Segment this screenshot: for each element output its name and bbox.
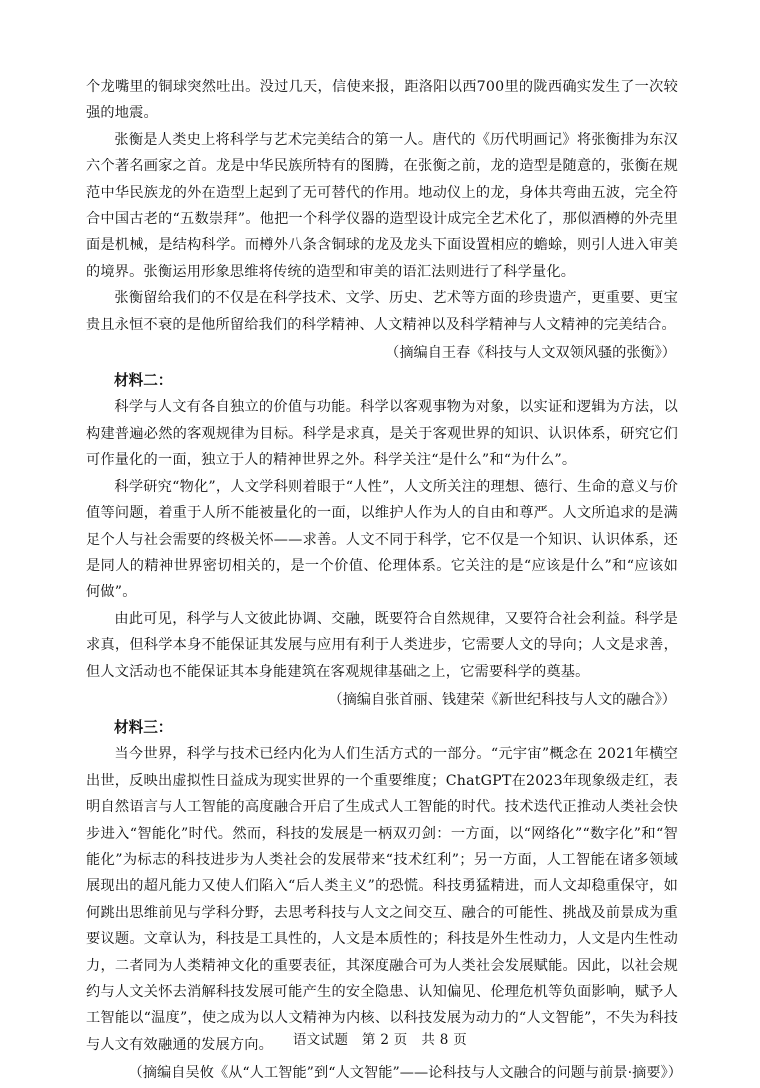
source-citation-2: （摘编自张首丽、钱建荣《新世纪科技与人文的融合》）: [328, 691, 676, 708]
material-3-heading: 材料三：: [114, 718, 173, 736]
document-body: [86, 74, 682, 1088]
paragraph-science-humanities: 科学与人文有各自独立的价值与功能。科学以客观事物为对象，以实证和逻辑为方法，以构建普遍必然的客观规律为目标。科学是求真，是关于客观世界的知识、认识体系，研究它们可作量化的一面，独立于人的精神世界之外。科学关注“是什么”和“为什么”。: [86, 399, 678, 469]
paragraph-conclusion: 由此可见，科学与人文彼此协调、交融，既要符合自然规律，又要符合社会利益。科学是求真，但科学本身不能保证其发展与应用有利于人类进步，它需要人文的导向；人文是求善，但人文活动也不能保证其本身能建筑在客观规律基础之上，它需要科学的奠基。: [86, 610, 678, 680]
paragraph-zhangheng-legacy: 张衡留给我们的不仅是在科学技术、文学、历史、艺术等方面的珍贵遗产，更重要、更宝贵且永恒不衰的是他所留给我们的科学精神、人文精神以及科学精神与人文精神的完美结合。: [86, 290, 678, 333]
paragraph-materialization: 科学研究“物化”，人文学科则着眼于“人性”，人文所关注的理想、德行、生命的意义与价值等问题，着重于人所不能被量化的一面，以维护人作为人的自由和尊严。人文所追求的是满足个人与社会需要的终极关怀——求善。人文不同于科学，它不仅是一个知识、认识体系，还是同人的精神世界密切相关的，是一个价值、伦理体系。它关注的是“应该是什么”和“应该如何做”。: [86, 478, 678, 601]
page-footer: 语文试题 第 2 页 共 8 页: [292, 1032, 468, 1048]
paragraph-continued: 个龙嘴里的铜球突然吐出。没过几天，信使来报，距洛阳以西700里的陇西确实发生了一次较强的地震。: [86, 79, 678, 122]
source-citation-3: （摘编自吴攸《从“人工智能”到“人文智能”——论科技与人文融合的问题与前景·摘要》）: [128, 1065, 682, 1082]
paragraph-ai-era: 当今世界，科学与技术已经内化为人们生活方式的一部分。“元宇宙”概念在 2021年横空出世，反映出虚拟性日益成为现实世界的一个重要维度；ChatGPT在2023年现象级走红，表明自然语言与人工智能的高度融合开启了生成式人工智能的时代。技术迭代正推动人类社会快步进入“智能化”时代。然而，科技的发展是一柄双刃剑：一方面，以“网络化”“数字化”和“智能化”为标志的科技进步为人类社会的发展带来“技术红利”；另一方面，人工智能在诸多领域展现出的超凡能力又使人们陷入“后人类主义”的恐慌。科技勇猛精进，而人文却稳重保守，如何跳出思维前见与学科分野，去思考科技与人文之间交互、融合的可能性、挑战及前景成为重要议题。文章认为，科技是工具性的，人文是本质性的；科技是外生性动力，人文是内生性动力，二者同为人类精神文化的重要表征，其深度融合可为人类社会发展赋能。因此，以社会规约与人文关怀去消解科技发展可能产生的安全隐患、认知偏见、伦理危机等负面影响，赋予人工智能以“温度”，使之成为以人文精神为内核、以科技发展为动力的“人文智能”，不失为科技与人文有效融通的发展方向。: [86, 746, 678, 1053]
paragraph-zhangheng-art: 张衡是人类史上将科学与艺术完美结合的第一人。唐代的《历代明画记》将张衡排为东汉六个著名画家之首。龙是中华民族所特有的图腾，在张衡之前，龙的造型是随意的，张衡在规范中华民族龙的外在造型上起到了无可替代的作用。地动仪上的龙，身体共弯曲五波，完全符合中国古老的“五数崇拜”。他把一个科学仪器的造型设计成完全艺术化了，那似酒樽的外壳里面是机械，是结构科学。而樽外八条含铜球的龙及龙头下面设置相应的蟾蜍，则引人进入审美的境界。张衡运用形象思维将传统的造型和审美的语汇法则进行了科学量化。: [86, 131, 678, 280]
material-2-heading: 材料二：: [114, 372, 173, 390]
source-citation-1: （摘编自王春《科技与人文双领风骚的张衡》）: [385, 345, 676, 362]
